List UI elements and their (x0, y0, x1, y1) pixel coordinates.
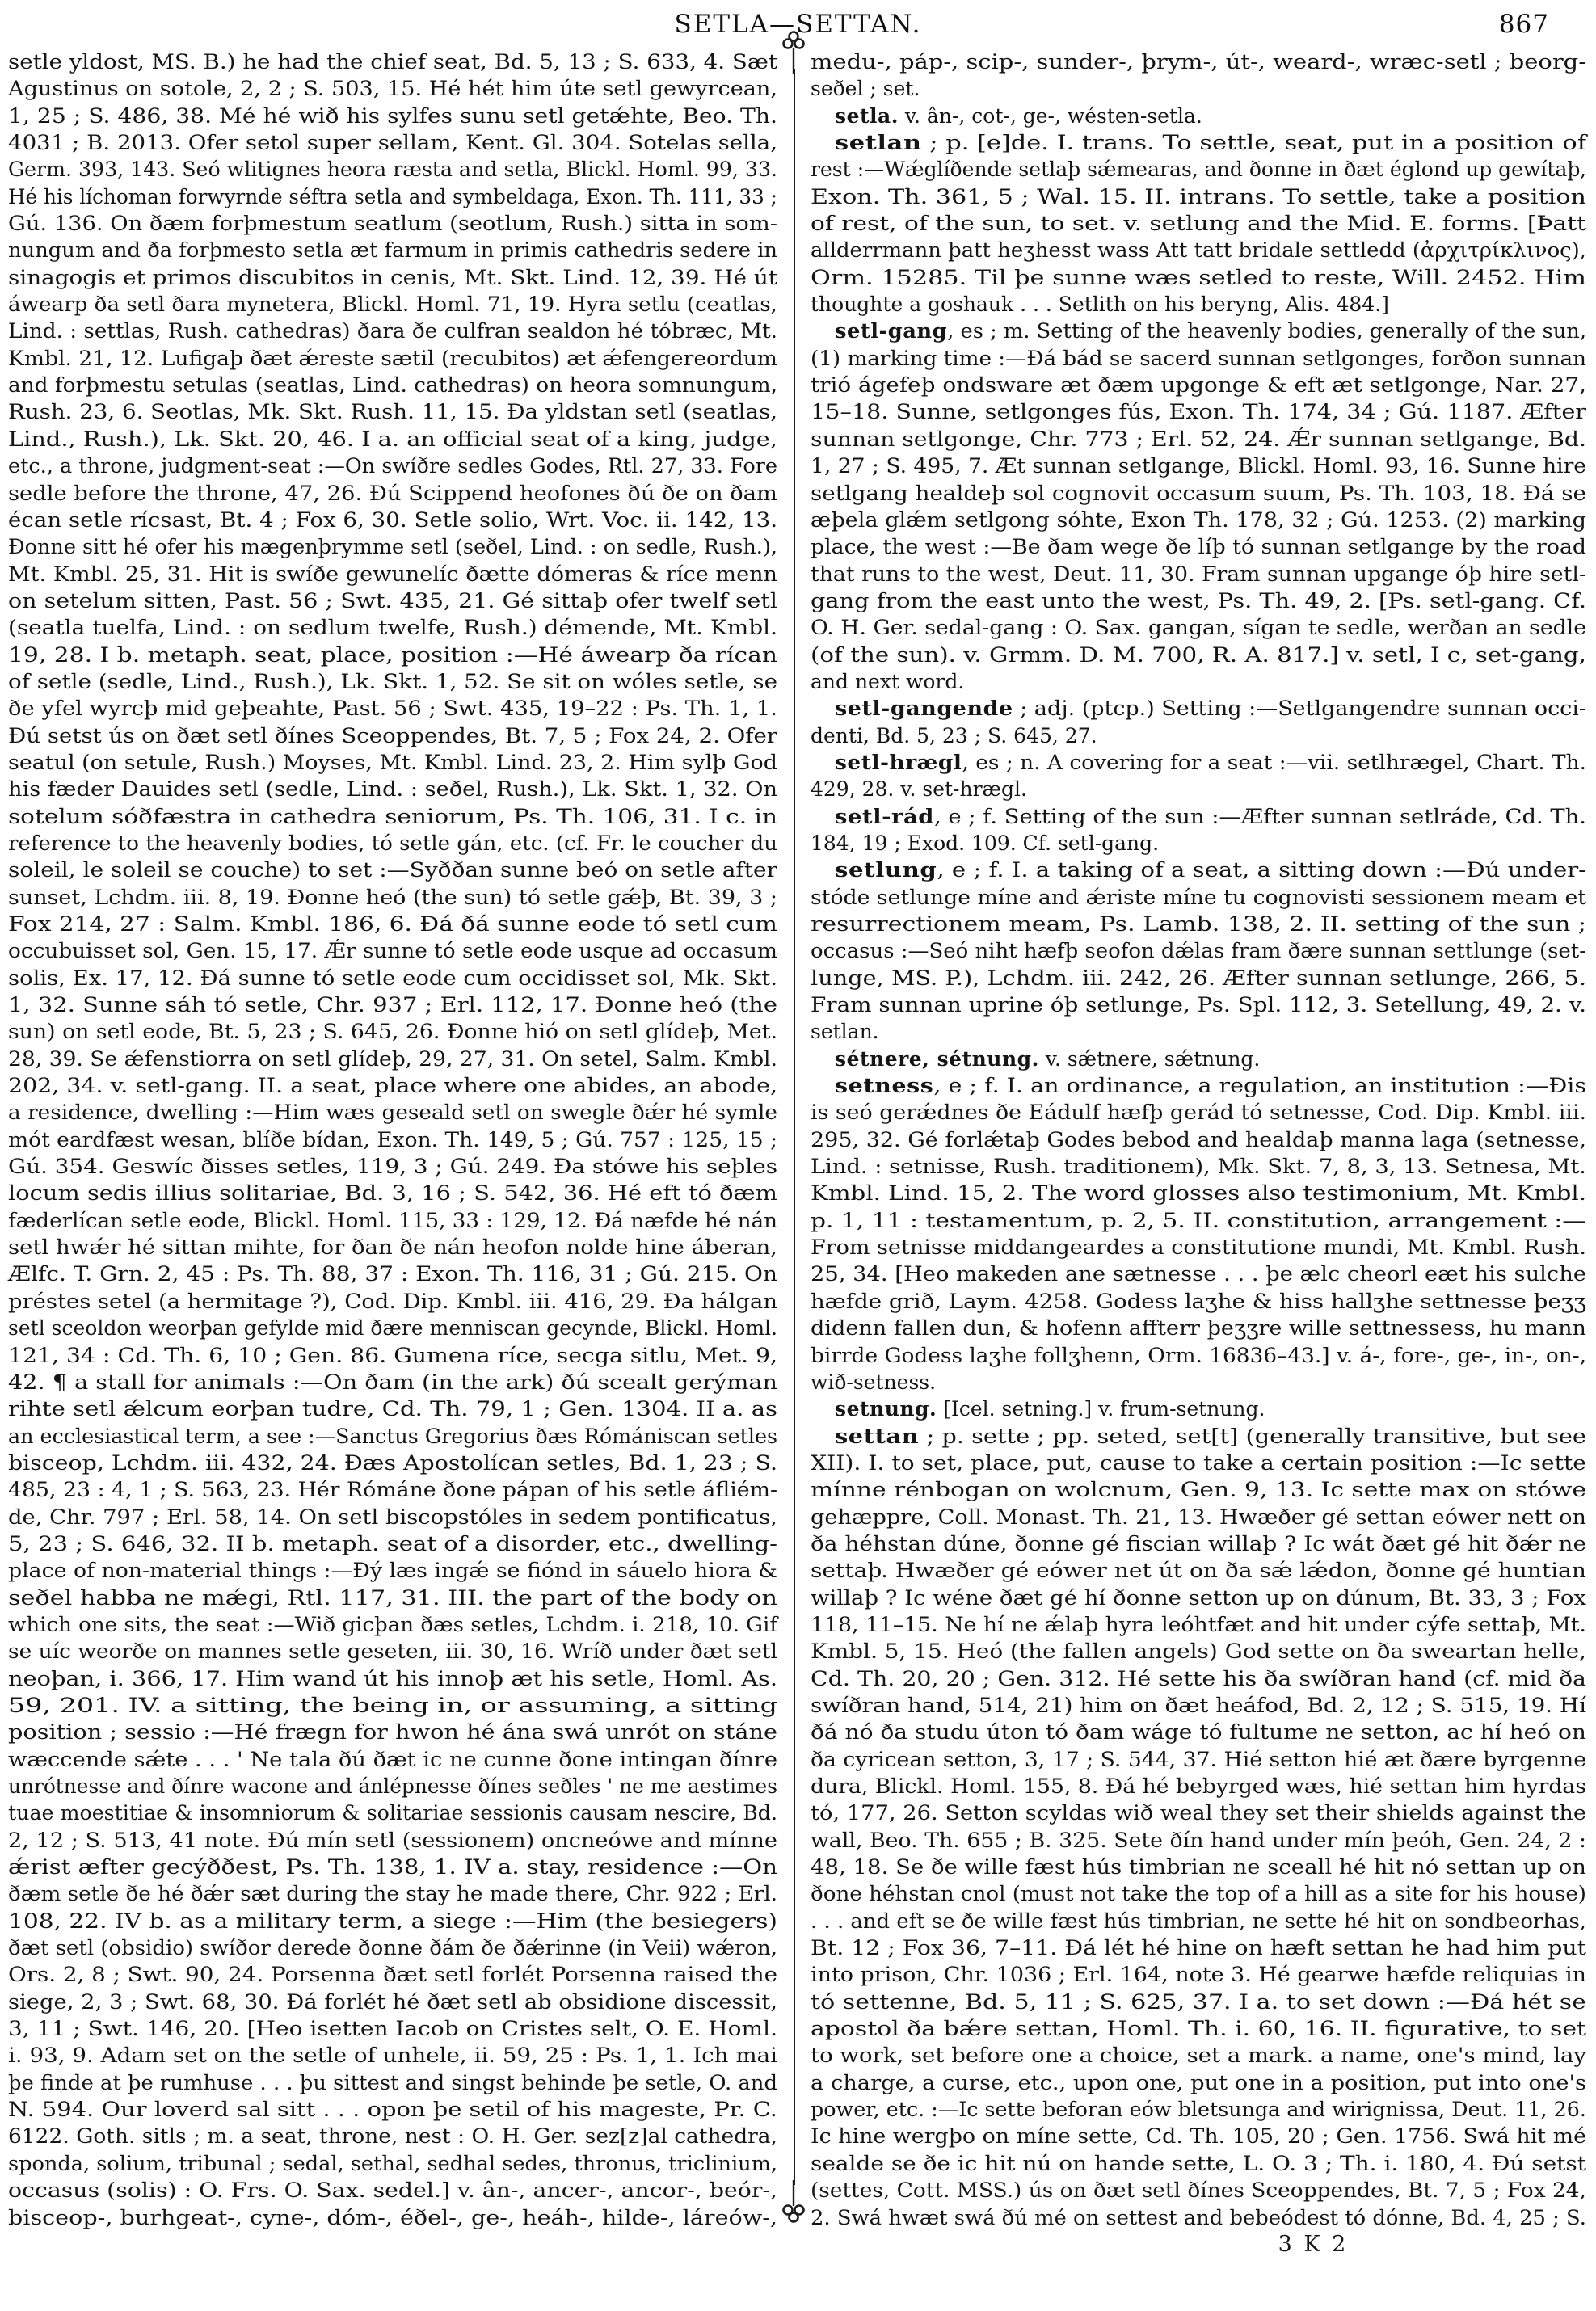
text-line: 19, 28. I b. metaph. seat, place, position :—Hé áwearp ða rícan (8, 642, 778, 667)
text-line: Kmbl. 21, 12. Lufigaþ ðæt ǽreste sætil (recubitos) æt ǽfengereordum (8, 346, 777, 370)
text-line: 1, 27 ; S. 495, 7. Æt sunnan setlgange, Blickl. Homl. 93, 16. Sunne hire (811, 454, 1586, 478)
text-line: wið-setness. (811, 1370, 937, 1394)
text-line: rest :—Wǽglíðende setlaþ sǽmearas, and ðonne in ðæt églond up gewítaþ, (811, 158, 1586, 182)
running-head: SETLA—SETTAN. (674, 10, 922, 39)
text-line: lunge, MS. P.), Lchdm. iii. 242, 26. Æfter sunnan setlunge, 266, 5. (811, 966, 1586, 990)
text-line: that runs to the west, Deut. 11, 30. Fram sunnan upgange óþ hire setl- (811, 562, 1586, 586)
text-line: setl sceoldon weorþan gefylde mid ðære menniscan gecynde, Blickl. Homl. (8, 1316, 778, 1341)
text-line: his fæder Dauides setl (sedle, Lind. : seðel, Rush.), Lk. Skt. 1, 32. On (8, 777, 778, 802)
text-line: and next word. (811, 669, 965, 693)
text-line: trió ágefeþ ondsware æt ðæm upgonge & eft æt setlgonge, Nar. 27, (811, 373, 1586, 398)
text-line: mínne rénbogan on wolcnum, Gen. 9, 13. Ic sette max on stówe (811, 1478, 1586, 1502)
text-line: Fox 214, 27 : Salm. Kmbl. 186, 6. Ðá ðá sunne eode tó setl cum (8, 912, 778, 936)
text-line: hæfde grið, Laym. 4258. Godess laʒhe & hiss hallʒhe settnesse þeʒʒ (811, 1289, 1586, 1313)
text-line: 295, 32. Gé forlǽtaþ Godes bebod and healdaþ manna laga (setnesse, (811, 1127, 1586, 1151)
text-line: æþela glǽm setlgong sóhte, Exon Th. 178, 32 ; Gú. 1253. (2) marking (811, 507, 1586, 532)
text-line: thoughte a goshauk . . . Setlith on his beryng, Alis. 484.] (811, 293, 1389, 317)
text-line: of setle (sedle, Lind., Rush.), Lk. Skt. 1, 52. Se sit on wóles setle, se (8, 669, 777, 693)
text-line: Ðonne sitt hé ofer his mægenþrymme setl (seðel, Lind. : on sedle, Rush.), (8, 535, 778, 559)
text-line: 42. ¶ a stall for animals :—On ðam (in the ark) ðú scealt gerýman (8, 1370, 777, 1394)
text-line: 1, 25 ; S. 486, 38. Mé hé wið his sylfes sunu setl getǽhte, Beo. Th. (8, 103, 777, 128)
text-line: stóde setlunge míne and ǽriste míne tu cognovisti sessionem meam et (811, 885, 1586, 909)
text-line: sinagogis et primos discubitos in cenis, Mt. Skt. Lind. 12, 39. Hé út (8, 265, 778, 289)
text-line: mót eardfæst wesan, blíðe bídan, Exon. Th. 149, 5 ; Gú. 757 : 125, 15 ; (8, 1127, 777, 1151)
text-line: þe finde at þe rumhuse . . . þu sittest and singst behinde þe setle, O. and (8, 2070, 777, 2094)
text-line: áwearp ða setl ðara mynetera, Blickl. Homl. 71, 19. Hyra setlu (ceatlas, (8, 293, 777, 317)
text-line: setnung. [Icel. setning.] v. frum-setnung. (835, 1397, 1265, 1421)
text-line: settan ; p. sette ; pp. seted, set[t] (generally transitive, but see (835, 1424, 1586, 1448)
text-line: seatul (on setule, Rush.) Moyses, Mt. Kmbl. Lind. 23, 2. Him sylþ God (8, 750, 778, 774)
text-line: bisceop, Lchdm. iii. 432, 24. Ðæs Apostolícan setles, Bd. 1, 23 ; S. (8, 1450, 778, 1475)
text-line: (of the sun). v. Grmm. D. M. 700, R. A. 817.] v. setl, I c, set-gang, (811, 642, 1586, 667)
text-line: 3, 11 ; Swt. 146, 20. [Heo isetten Iacob on Cristes selt, O. E. Homl. (8, 2017, 777, 2041)
text-line: setlan. (811, 1020, 879, 1044)
text-line: reference to the heavenly bodies, tó setle gán, etc. (cf. Fr. le coucher du (8, 831, 777, 855)
text-line: soleil, le soleil se couche) to set :—Syððan sunne beó on setle after (8, 858, 777, 882)
text-line: occubuisset sol, Gen. 15, 17. Ǽr sunne tó setle eode usque ad occasum (8, 939, 777, 963)
text-line: wæccende sǽte . . . ' Ne tala ðú ðæt ic ne cunne ðone intingan ðínre (8, 1747, 778, 1771)
text-line: seðel ; set. (811, 77, 920, 101)
text-line: i. 93, 9. Adam set on the setle of unhele, ii. 59, 25 : Ps. 1, 1. Ich mai (8, 2044, 777, 2068)
text-line: etc., a throne, judgment-seat :—On swíðre sedles Godes, Rtl. 27, 33. Fore (8, 454, 777, 478)
text-line: Kmbl. 5, 15. Heó (the fallen angels) God sette on ða sweartan helle, (811, 1640, 1586, 1664)
text-line: setl-rád, e ; f. Setting of the sun :—Æfter sunnan setlráde, Cd. Th. (835, 804, 1586, 828)
text-line: to work, set before one a choice, set a mark. a name, one's mind, lay (811, 2044, 1586, 2068)
text-line: setl-hrægl, es ; n. A covering for a seat :—vii. setlhrægel, Chart. Th. (835, 750, 1586, 774)
text-line: bisceop-, burhgeat-, cyne-, dóm-, éðel-, ge-, heáh-, hilde-, láreów-, (8, 2205, 777, 2229)
text-line: sun) on setl eode, Bt. 5, 23 ; S. 645, 26. Ðonne hió on setl glídeþ, Met. (8, 1020, 777, 1044)
text-line: sunset, Lchdm. iii. 8, 19. Ðonne heó (the sun) tó setle gǽþ, Bt. 39, 3 ; (8, 885, 778, 909)
text-line: 202, 34. v. setl-gang. II. a seat, place where one abides, an abode, (8, 1074, 777, 1098)
text-line: ðe yfel wyrcþ mid geþeahte, Past. 56 ; Swt. 435, 19–22 : Ps. Th. 1, 1. (8, 697, 777, 721)
text-line: a residence, dwelling :—Him wæs geseald setl on swegle ðǽr hé symle (8, 1101, 777, 1125)
text-line: 25, 34. [Heo makeden ane sætnesse . . . þe ælc cheorl eæt his sulche (811, 1262, 1586, 1286)
text-line: dura, Blickl. Homl. 155, 8. Ðá hé bebyrged wæs, hié settan him hyrdas (811, 1774, 1586, 1798)
text-line: Gú. 354. Geswíc ðisses setles, 119, 3 ; Gú. 249. Ða stówe his seþles (8, 1155, 777, 1179)
text-line: Ic hine wergþo on míne sette, Cd. Th. 105, 20 ; Gen. 1756. Swá hit mé (811, 2124, 1586, 2149)
text-line: (1) marking time :—Ðá bád se sacerd sunnan setlgonges, forðon sunnan (811, 346, 1586, 370)
text-line: 108, 22. IV b. as a military term, a siege :—Him (the besiegers) (8, 1909, 777, 1933)
text-line: power, etc. :—Ic sette beforan eów bletsunga and wirignissa, Deut. 11, 26. (811, 2098, 1586, 2122)
text-line: sealde se ðe ic hit nú on hande sette, L. O. 3 ; Th. i. 180, 4. Ðú setst (811, 2151, 1586, 2175)
text-line: Mt. Kmbl. 25, 31. Hit is swíðe gewunelíc ðætte dómeras & ríce menn (8, 562, 777, 586)
text-line: Hé his líchoman forwyrnde séftra setla and symbeldaga, Exon. Th. 111, 33 ; (8, 184, 777, 208)
text-line: setl-gangende ; adj. (ptcp.) Setting :—Setlgangendre sunnan occi- (835, 697, 1586, 721)
text-line: ðæt setl (obsidio) swíðor derede ðonne ðám ðe ðǽrinne (in Veii) wǽron, (8, 1936, 777, 1960)
signature-mark: 3 K 2 (1278, 2232, 1349, 2257)
text-line: setl-gang, es ; m. Setting of the heavenly bodies, generally of the sun, (835, 319, 1586, 343)
text-line: on setelum sitten, Past. 56 ; Swt. 435, 21. Gé sittaþ ofer twelf setl (8, 588, 778, 612)
text-line: setla. v. ân-, cot-, ge-, wésten-setla. (835, 103, 1202, 128)
trefoil-ornament-icon (778, 29, 809, 74)
text-line: an ecclesiastical term, a see :—Sanctus Gregorius ðæs Rómániscan setles (8, 1424, 777, 1448)
text-line: 429, 28. v. set-hrægl. (811, 777, 1027, 802)
text-line: From setnisse middangeardes a constitutione mundi, Mt. Kmbl. Rush. (811, 1235, 1586, 1260)
text-line: p. 1, 11 : testamentum, p. 2, 5. II. constitution, arrangement :— (811, 1208, 1586, 1232)
text-line: solis, Ex. 17, 12. Ðá sunne tó setle eode cum occidisset sol, Mk. Skt. (8, 966, 777, 990)
text-line: siege, 2, 3 ; Swt. 68, 30. Ðá forlét hé ðæt setl ab obsidione discessit, (8, 1989, 777, 2014)
trefoil-ornament-icon (778, 2180, 809, 2225)
text-line: Cd. Th. 20, 20 ; Gen. 312. Hé sette his ða swíðran hand (cf. mid ða (811, 1666, 1586, 1690)
text-line: 6122. Goth. sitls ; m. a seat, throne, nest : O. H. Ger. sez[z]al cathedra, (8, 2124, 777, 2149)
text-line: into prison, Chr. 1036 ; Erl. 164, note 3. Hé gearwe hæfde reliquias in (811, 1963, 1586, 1987)
left-text-column (8, 48, 777, 2231)
text-line: is seó gerǽdnes ðe Eádulf hæfþ gerád tó setnesse, Cod. Dip. Kmbl. iii. (811, 1101, 1586, 1125)
text-line: Lind. : setnisse, Rush. traditionem), Mk. Skt. 7, 8, 3, 13. Setnesa, Mt. (811, 1155, 1586, 1179)
text-line: ðá nó ða studu úton tó ðam wáge tó fultume ne setton, ac hí heó on (811, 1720, 1586, 1745)
text-line: nungum and ða forþmesto setla æt farmum in primis cathedris sedere in (8, 238, 777, 263)
text-line: birrde Godess laʒhe follʒhenn, Orm. 16836–43.] v. á-, fore-, ge-, in-, on-, (811, 1343, 1586, 1367)
text-line: Ðú setst ús on ðæt setl ðínes Sceoppendes, Bt. 7, 5 ; Fox 24, 2. Ofer (8, 723, 777, 747)
text-line: position ; sessio :—Hé frægn for hwon hé ána swá unrót on stáne (8, 1720, 777, 1745)
text-line: place of non-material things :—Ðý læs ingǽ se fiónd in sáuelo hiora & (8, 1559, 777, 1583)
text-line: allderrmann þatt heʒhesst wass Att tatt bridale settledd (ἀρχιτρίκλινος), (811, 238, 1586, 263)
text-line: de, Chr. 797 ; Erl. 58, 14. On setl biscopstóles in sedem pontificatus, (8, 1505, 777, 1529)
text-line: XII). I. to set, place, put, cause to take a certain position :—Ic sette (811, 1450, 1586, 1475)
text-line: apostol ða bǽre settan, Homl. Th. i. 60, 16. II. figurative, to set (811, 2017, 1586, 2041)
text-line: Bt. 12 ; Fox 36, 7–11. Ðá lét hé hine on hæft settan he had him put (811, 1936, 1586, 1960)
text-line: medu-, páp-, scip-, sunder-, þrym-, út-, weard-, wræc-setl ; beorg- (811, 50, 1586, 74)
text-line: Agustinus on sotole, 2, 2 ; S. 503, 15. Hé hét him úte setl gewyrcean, (8, 77, 777, 101)
text-line: neoþan, i. 366, 17. Him wand út his innoþ æt his setle, Homl. As. (8, 1666, 777, 1690)
text-line: fæderlícan setle eode, Blickl. Homl. 115, 33 : 129, 12. Ðá næfde hé nán (8, 1208, 777, 1232)
text-line: denti, Bd. 5, 23 ; S. 645, 27. (811, 723, 1097, 747)
text-line: sedle before the throne, 47, 26. Ðú Scippend heofones ðú ðe on ðam (8, 481, 778, 505)
text-line: 59, 201. IV. a sitting, the being in, or assuming, a sitting (8, 1693, 777, 1717)
text-line: 28, 39. Se ǽfenstiorra on setl glídeþ, 29, 27, 31. On setel, Salm. Kmbl. (8, 1046, 777, 1071)
text-line: unrótnesse and ðínre wacone and ánlépnesse ðínes seðles ' ne me aestimes (8, 1774, 777, 1798)
text-line: 485, 23 : 4, 1 ; S. 563, 23. Hér Rómáne ðone pápan of his setle áfliém- (8, 1478, 777, 1502)
page-number: 867 (1498, 10, 1549, 39)
text-line: willaþ ? Ic wéne ðæt gé hí ðonne setton up on dúnum, Bt. 33, 3 ; Fox (811, 1585, 1586, 1610)
text-line: a charge, a curse, etc., upon one, put one in a position, put into one's (811, 2070, 1586, 2094)
text-line: Ælfc. T. Grn. 2, 45 : Ps. Th. 88, 37 : Exon. Th. 116, 31 ; Gú. 215. On (8, 1262, 777, 1286)
text-line: Lind., Rush.), Lk. Skt. 20, 46. I a. an official seat of a king, judge, (8, 427, 777, 451)
text-line: 121, 34 : Cd. Th. 6, 10 ; Gen. 86. Gumena ríce, secga sitlu, Met. 9, (8, 1343, 777, 1367)
text-line: Orm. 15285. Til þe sunne wæs setled to reste, Will. 2452. Him (811, 265, 1586, 289)
text-line: ǽrist æfter gecýððest, Ps. Th. 138, 1. IV a. stay, residence :—On (8, 1855, 777, 1880)
text-line: locum sedis illius solitariae, Bd. 3, 16 ; S. 542, 36. Hé eft tó ðæm (8, 1181, 777, 1206)
text-line: occasus :—Seó niht hæfþ seofon dǽlas fram ðære sunnan settlunge (set- (811, 939, 1586, 963)
right-text-column (811, 48, 1586, 2231)
text-line: didenn fallen dun, & hofenn affterr þeʒʒre wille settnessess, hu mann (811, 1316, 1586, 1341)
text-line: rihte setl ǽlcum eorþan tudre, Cd. Th. 79, 1 ; Gen. 1304. II a. as (8, 1397, 777, 1421)
text-line: seðel habba ne mǽgi, Rtl. 117, 31. III. the part of the body on (8, 1585, 777, 1610)
text-line: place, the west :—Be ðam wege ðe líþ tó sunnan setlgange by the road (811, 535, 1586, 559)
text-line: sétnere, sétnung. v. sǽtnere, sǽtnung. (835, 1046, 1261, 1071)
text-line: écan setle rícsast, Bt. 4 ; Fox 6, 30. Setle solio, Wrt. Voc. ii. 142, 13. (8, 507, 777, 532)
text-line: which one sits, the seat :—Wið gicþan ðæs setles, Lchdm. i. 218, 10. Gif (8, 1612, 777, 1636)
text-line: 5, 23 ; S. 646, 32. II b. metaph. seat of a disorder, etc., dwelling- (8, 1531, 777, 1555)
text-line: (settes, Cott. MSS.) ús on ðæt setl ðínes Sceoppendes, Bt. 7, 5 ; Fox 24, (811, 2178, 1586, 2203)
text-line: resurrectionem meam, Ps. Lamb. 138, 2. II. setting of the sun ; (811, 912, 1586, 936)
text-line: tó, 177, 26. Setton scyldas wið weal they set their shields against the (811, 1801, 1586, 1825)
text-line: N. 594. Our loverd sal sitt . . . opon þe setil of his mageste, Pr. C. (8, 2098, 777, 2122)
text-line: tó settenne, Bd. 5, 11 ; S. 625, 37. I a. to set down :—Ðá hét se (811, 1989, 1586, 2014)
text-line: O. H. Ger. sedal-gang : O. Sax. gangan, sígan te sedle, werðan an sedle (811, 616, 1586, 640)
text-line: Ors. 2, 8 ; Swt. 90, 24. Porsenna ðæt setl forlét Porsenna raised the (8, 1963, 777, 1987)
text-line: ðone héhstan cnol (must not take the top of a hill as a site for his house) (811, 1882, 1586, 1906)
text-line: Fram sunnan uprine óþ setlunge, Ps. Spl. 112, 3. Setellung, 49, 2. v. (811, 993, 1586, 1017)
text-line: 48, 18. Se ðe wille fæst hús timbrian ne sceall hé hit nó settan up on (811, 1855, 1586, 1880)
text-line: of rest, of the sun, to set. v. setlung and the Mid. E. forms. [Þatt (811, 212, 1586, 236)
text-line: 4031 ; B. 2013. Ofer setol super sellam, Kent. Gl. 304. Sotelas sella, (8, 131, 777, 155)
text-line: setness, e ; f. I. an ordinance, a regulation, an institution :—Ðis (835, 1074, 1586, 1098)
column-divider-rule (794, 69, 795, 2185)
text-line: . . . and eft se ðe wille fæst hús timbrian, ne sette hé hit on sondbeorhas, (811, 1909, 1586, 1933)
text-line: gehæppre, Coll. Monast. Th. 21, 13. Hwæðer gé settan eówer nett on (811, 1505, 1586, 1529)
text-line: wall, Beo. Th. 655 ; B. 325. Sete ðín hand under mín þeóh, Gen. 24, 2 : (811, 1828, 1586, 1852)
text-line: ðæm setle ðe hé ðǽr sæt during the stay he made there, Chr. 922 ; Erl. (8, 1882, 777, 1906)
text-line: 15–18. Sunne, setlgonges fús, Exon. Th. 174, 34 ; Gú. 1187. Æfter (811, 400, 1586, 424)
text-line: Rush. 23, 6. Seotlas, Mk. Skt. Rush. 11, 15. Ða yldstan setl (seatlas, (8, 400, 777, 424)
text-line: ða cyricean setton, 3, 17 ; S. 544, 37. Hié setton hié æt ðære byrgenne (811, 1747, 1586, 1771)
text-line: (seatla tuelfa, Lind. : on sedlum twelfe, Rush.) démende, Mt. Kmbl. (8, 616, 777, 640)
text-line: setle yldost, MS. B.) he had the chief seat, Bd. 5, 13 ; S. 633, 4. Sæt (8, 50, 777, 74)
text-line: 2, 12 ; S. 513, 41 note. Ðú mín setl (sessionem) oncneówe and mínne (8, 1828, 777, 1852)
text-line: tuae moestitiae & insomniorum & solitariae sessionis causam nescire, Bd. (8, 1801, 777, 1825)
text-line: setlung, e ; f. I. a taking of a seat, a sitting down :—Ðú under- (835, 858, 1586, 882)
text-line: Gú. 136. On ðæm forþmestum seatlum (seotlum, Rush.) sitta in som- (8, 212, 777, 236)
text-line: 118, 11–15. Ne hí ne ǽlaþ hyra leóhtfæt and hit under cýfe settaþ, Mt. (811, 1612, 1586, 1636)
text-line: se uíc weorðe on mannes setle geseten, iii. 30, 16. Wríð under ðæt setl (8, 1640, 777, 1664)
text-line: setlgang healdeþ sol cognovit occasum suum, Ps. Th. 103, 18. Ðá se (811, 481, 1586, 505)
text-line: 1, 32. Sunne sáh tó setle, Chr. 937 ; Erl. 112, 17. Ðonne heó (the (8, 993, 777, 1017)
text-line: ða héhstan dúne, ðonne gé fiscian willaþ ? Ic wát ðæt gé hit ðǽr ne (811, 1531, 1586, 1555)
text-line: 184, 19 ; Exod. 109. Cf. setl-gang. (811, 831, 1160, 855)
text-line: préstes setel (a hermitage ?), Cod. Dip. Kmbl. iii. 416, 29. Ða hálgan (8, 1289, 778, 1313)
text-line: Germ. 393, 143. Seó wlitignes heora ræsta and setla, Blickl. Homl. 99, 33. (8, 158, 777, 182)
text-line: sunnan setlgonge, Chr. 773 ; Erl. 52, 24. Ǽr sunnan setlgange, Bd. (811, 427, 1586, 451)
text-line: setlan ; p. [e]de. I. trans. To settle, seat, put in a position of (835, 131, 1586, 155)
text-line: Exon. Th. 361, 5 ; Wal. 15. II. intrans. To settle, take a position (811, 184, 1586, 208)
text-line: 2. Swá hwæt swá ðú mé on settest and bebeódest tó dónne, Bd. 4, 25 ; S. (811, 2205, 1586, 2229)
text-line: occasus (solis) : O. Frs. O. Sax. sedel.] v. ân-, ancer-, ancor-, beór-, (8, 2178, 777, 2203)
text-line: sponda, solium, tribunal ; sedal, sethal, sedhal sedes, thronus, triclinium, (8, 2151, 777, 2175)
text-line: Kmbl. Lind. 15, 2. The word glosses also testimonium, Mt. Kmbl. (811, 1181, 1586, 1206)
text-line: setl hwǽr hé sittan mihte, for ðan ðe nán heofon nolde hine áberan, (8, 1235, 778, 1260)
text-line: gang from the east unto the west, Ps. Th. 49, 2. [Ps. setl-gang. Cf. (811, 588, 1586, 612)
text-line: Lind. : settlas, Rush. cathedras) ðara ðe culfran sealdon hé tóbræc, Mt. (8, 319, 777, 343)
text-line: sotelum sóðfæstra in cathedra seniorum, Ps. Th. 106, 31. I c. in (8, 804, 777, 828)
text-line: and forþmestu setulas (seatlas, Lind. cathedras) on heora somnungum, (8, 373, 778, 398)
text-line: settaþ. Hwæðer gé eówer net út on ða sǽ lǽdon, ðonne gé huntian (811, 1559, 1586, 1583)
text-line: swíðran hand, 514, 21) him on ðæt heáfod, Bd. 2, 12 ; S. 515, 19. Hí (811, 1693, 1586, 1717)
